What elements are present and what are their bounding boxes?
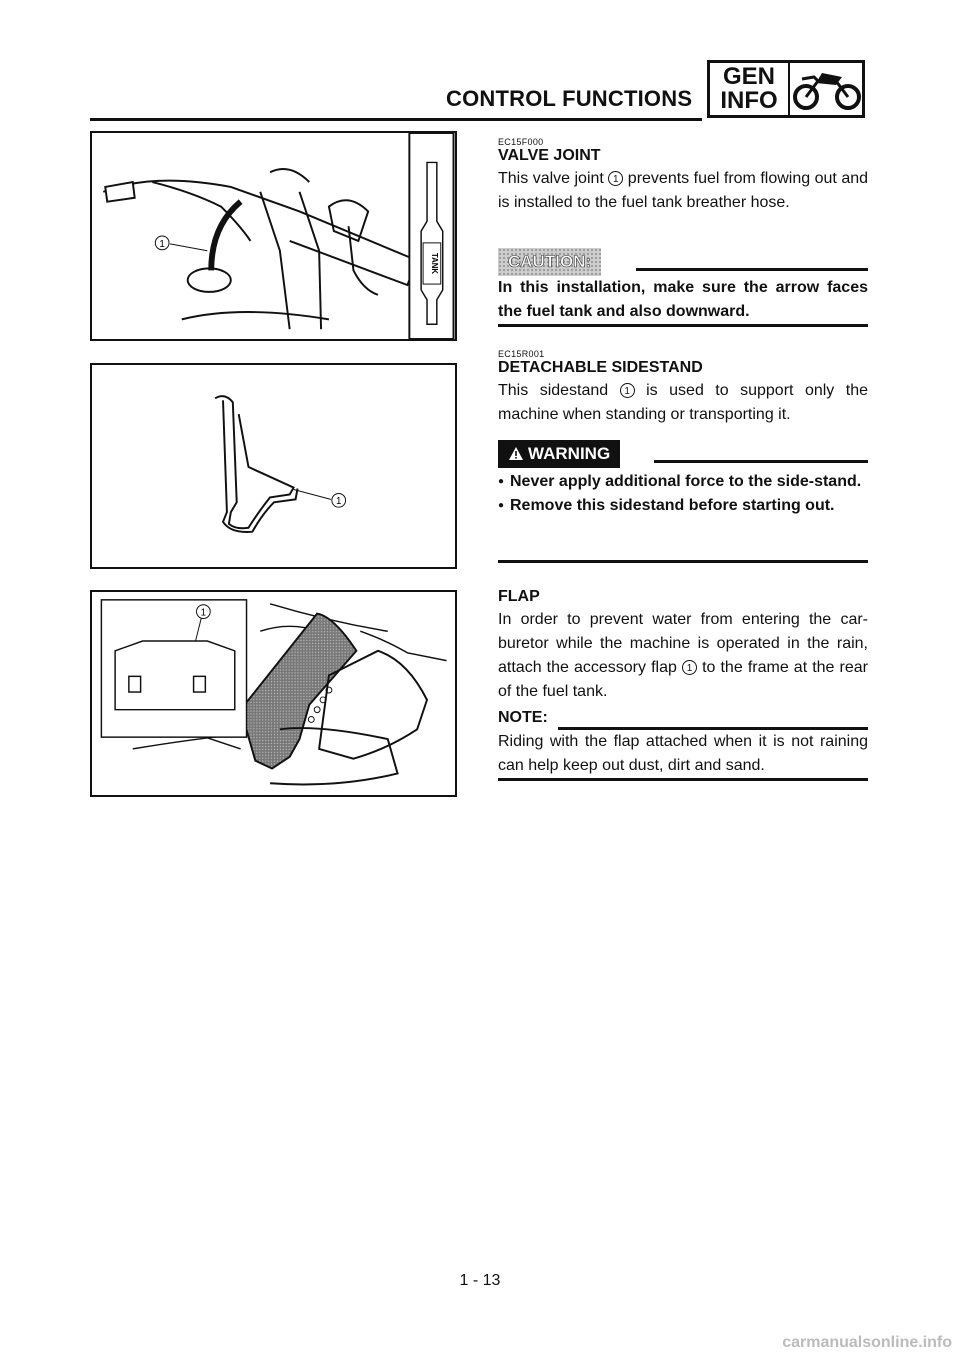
section-badge-text xyxy=(710,63,790,115)
badge-line-gen: GEN xyxy=(722,63,775,90)
warning-header xyxy=(498,440,868,470)
reference-number: 1 xyxy=(682,660,697,675)
section-paragraph: In order to prevent water from entering the car-buretor while the machine is operated in the rain, attach the accessory flap 1 to the frame at the rear of the fuel tank. xyxy=(498,611,868,700)
header-rule xyxy=(90,118,702,121)
caution-end-rule xyxy=(498,324,868,327)
section-badge xyxy=(707,60,865,118)
page-number: 1 - 13 xyxy=(459,1272,501,1289)
reference-number: 1 xyxy=(620,383,635,398)
warning-icon xyxy=(508,446,524,461)
motorcycle-icon xyxy=(792,67,862,113)
section-valve-joint xyxy=(498,137,868,215)
note-label: NOTE: xyxy=(498,709,548,726)
note-end-rule xyxy=(498,778,868,781)
section-code: EC15F000 xyxy=(498,137,544,147)
caution-header xyxy=(498,248,868,278)
section-code: EC15R001 xyxy=(498,349,545,359)
valve-joint-callout: 1 xyxy=(159,238,165,250)
figure-valve-joint xyxy=(90,131,457,341)
section-sidestand xyxy=(498,349,868,427)
caution-label: CAUTION: xyxy=(498,248,601,276)
note-text: Riding with the flap attached when it is not raining can help keep out dust, dirt and sand. xyxy=(498,733,868,774)
section-flap xyxy=(498,588,868,704)
section-title: DETACHABLE SIDESTAND xyxy=(498,359,703,376)
section-paragraph: This valve joint 1 prevents fuel from flowing out and is installed to the fuel tank breather hose. xyxy=(498,170,869,211)
warning-bullet: ● Remove this sidestand before starting out. xyxy=(498,494,868,518)
tank-label: TANK xyxy=(429,252,439,275)
caution-rule xyxy=(636,268,868,271)
sidestand-callout: 1 xyxy=(335,496,342,508)
warning-rule xyxy=(654,460,868,463)
flap-callout: 1 xyxy=(200,607,207,619)
page-header-title: CONTROL FUNCTIONS xyxy=(446,86,693,111)
warning-label: WARNING xyxy=(498,440,620,468)
caution-text: In this installation, make sure the arrow faces the fuel tank and also downward. xyxy=(498,279,868,320)
sidestand-illustration xyxy=(92,365,455,567)
figure-flap xyxy=(90,590,457,797)
watermark: carmanualsonline.info xyxy=(782,1334,952,1351)
section-paragraph: This sidestand 1 is used to support only the machine when standing or transporting it. xyxy=(498,382,868,423)
section-title: FLAP xyxy=(498,588,540,605)
section-title: VALVE JOINT xyxy=(498,147,601,164)
valve-joint-illustration xyxy=(92,133,455,339)
figure-sidestand xyxy=(90,363,457,569)
flap-illustration xyxy=(92,592,455,795)
warning-end-rule xyxy=(498,560,868,563)
badge-line-info: INFO xyxy=(720,87,778,114)
warning-bullets xyxy=(498,470,868,518)
reference-number: 1 xyxy=(608,171,623,186)
warning-bullet: ● Never apply additional force to the side-stand. xyxy=(498,470,868,494)
